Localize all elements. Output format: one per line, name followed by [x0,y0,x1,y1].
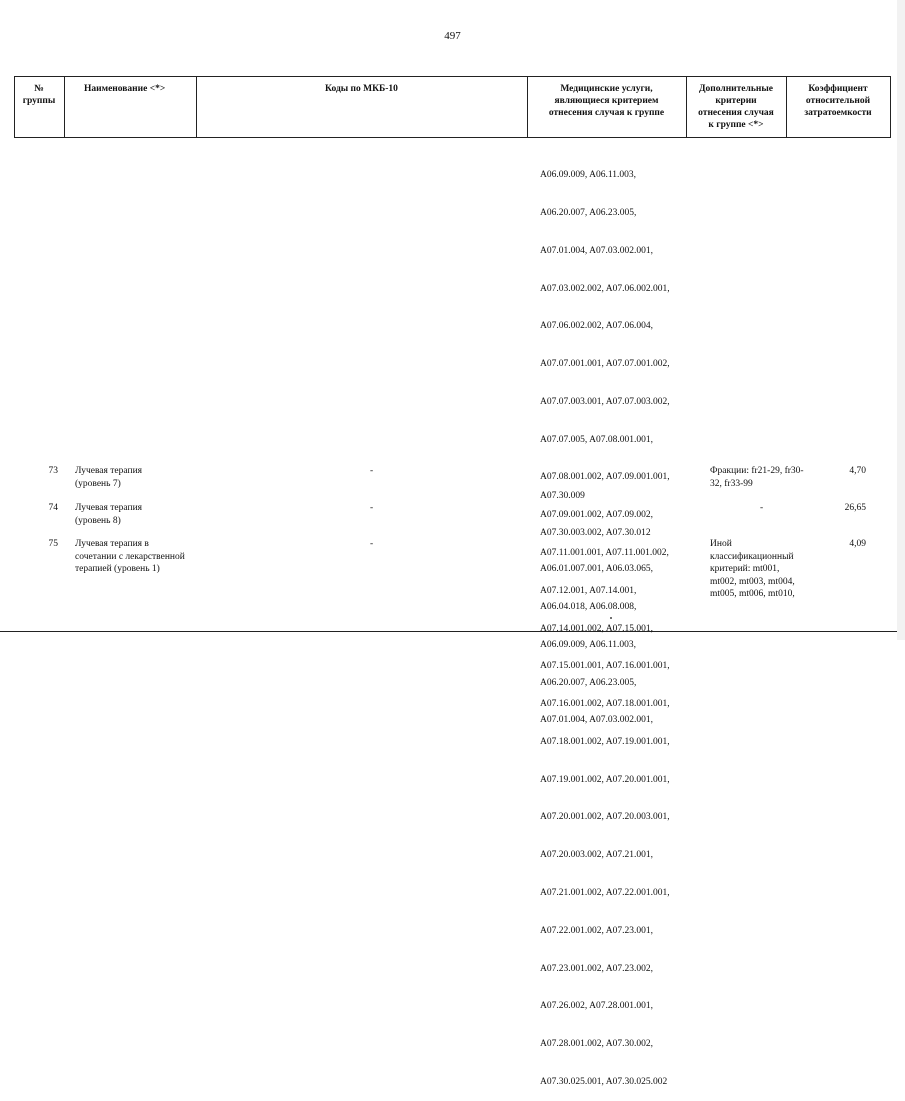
row-name [75,502,142,527]
header-name: Наименование <*> [84,84,166,94]
row-additional [710,538,795,601]
row-name-line: Лучевая терапия [75,503,143,513]
header-additional-line: критерии [715,96,757,106]
page-number: 497 [444,30,461,42]
service-code-line: A07.22.001.002, A07.23.001, [540,925,653,936]
row-name-line: Лучевая терапия в [75,539,149,549]
service-code-line: A07.26.002, A07.28.001.001, [540,1001,653,1012]
header-coefficient-line: Коэффициент [808,84,868,94]
header-additional [686,83,786,131]
row-name-line: терапией (уровень 1) [75,564,160,575]
service-code-line: A06.09.009, A06.11.003, [540,170,636,181]
header-coefficient-line: относительной [805,96,871,106]
row-group-number: 74 [48,503,58,513]
service-code-line: A07.15.001.001, A07.16.001.001, [540,661,670,672]
service-code-line: A07.01.004, A07.03.002.001, [540,245,653,256]
scan-speck [610,617,612,619]
service-code-line: A07.07.003.001, A07.07.003.002, [540,396,670,407]
service-code-line: A07.20.001.002, A07.20.003.001, [540,812,670,823]
service-code-line: A07.20.003.002, A07.21.001, [540,850,653,861]
header-group-no [14,83,64,107]
service-code-line: A07.03.002.002, A07.06.002.001, [540,283,670,294]
service-code-line: A07.12.001, A07.14.001, [540,585,637,596]
service-code-line: A07.18.001.002, A07.19.001.001, [540,736,670,747]
row-additional-line: критерий: mt001, [710,564,780,575]
header-services-line: Медицинские услуги, [560,84,653,94]
header-additional-line: отнесения случая [698,108,774,118]
service-code-line: A07.30.003.002, A07.30.012 [540,528,651,539]
header-services [527,83,686,119]
service-code-line: A07.23.001.002, A07.23.002, [540,963,653,974]
service-code-line: A07.21.001.002, A07.22.001.001, [540,888,670,899]
row-icd: - [370,503,374,513]
row-additional-line: mt005, mt006, mt010, [710,589,795,600]
service-code-line: A06.20.007, A06.23.005, [540,207,637,218]
header-additional-line: к группе <*> [708,120,764,130]
row-name-line: сочетании с лекарственной [75,551,185,562]
service-code-line: A07.11.001.001, A07.11.001.002, [540,548,669,558]
row-icd: - [370,466,374,476]
row-coefficient: 4,09 [849,539,866,549]
service-code-line: A07.07.005, A07.08.001.001, [540,434,653,445]
col-line-6 [890,76,891,138]
row-services [540,538,653,752]
row-additional [710,465,804,490]
header-coefficient [786,83,890,119]
row-additional [760,502,763,515]
service-code-line: A07.14.001.002, A07.15.001, [540,623,653,634]
service-code-line: A07.01.004, A07.03.002.001, [540,715,653,726]
row-group-number: 73 [48,466,58,476]
row-additional-line: Иной [710,539,732,549]
row-additional-line: - [760,503,764,513]
row-icd: - [370,539,374,549]
row-name-line: (уровень 8) [75,515,121,526]
row-additional-line: mt002, mt003, mt004, [710,576,795,587]
service-code-line: A07.08.001.002, A07.09.001.001, [540,472,670,483]
row-name [75,538,185,576]
service-code-line: A07.06.002.002, A07.06.004, [540,321,653,332]
header-additional-line: Дополнительные [698,84,773,94]
row-group-number: 75 [48,539,58,549]
col-line-1 [64,76,65,138]
table-border-bottom [0,631,897,632]
header-group-no-line: № [34,84,44,94]
row-coefficient: 26,65 [844,503,866,513]
table-border-top [14,76,891,77]
service-code-line: A07.19.001.002, A07.20.001.001, [540,774,670,785]
service-code-line: A06.20.007, A06.23.005, [540,677,637,688]
row-additional-line: классификационный [710,551,794,562]
row-name [75,465,142,490]
header-services-line: являющиеся критерием [554,96,659,106]
service-code-line: A07.07.001.001, A07.07.001.002, [540,359,670,370]
service-code-line: A06.01.007.001, A06.03.065, [540,564,653,575]
header-services-line: отнесения случая к группе [548,108,665,118]
table-border-header-bottom [14,137,891,138]
row-additional-line: Фракции: fr21-29, fr30- [710,466,804,476]
row-name-line: Лучевая терапия [75,466,143,476]
service-code-line: A07.16.001.002, A07.18.001.001, [540,699,670,710]
header-icd-codes: Коды по МКБ-10 [325,84,398,94]
service-code-line: A06.04.018, A06.08.008, [540,601,637,612]
service-code-line: A07.09.001.002, A07.09.002, [540,510,653,521]
service-code-line: A07.30.025.001, A07.30.025.002 [540,1076,668,1087]
row-name-line: (уровень 7) [75,478,121,489]
header-coefficient-line: затратоемкости [804,108,872,118]
row-coefficient: 4,70 [849,466,866,476]
service-code-line: A07.28.001.002, A07.30.002, [540,1039,653,1050]
header-group-no-line: группы [22,96,56,106]
service-code-line: A07.30.009 [540,491,585,502]
service-code-line: A06.09.009, A06.11.003, [540,639,636,650]
page-edge [897,0,905,640]
row-additional-line: 32, fr33-99 [710,478,753,489]
